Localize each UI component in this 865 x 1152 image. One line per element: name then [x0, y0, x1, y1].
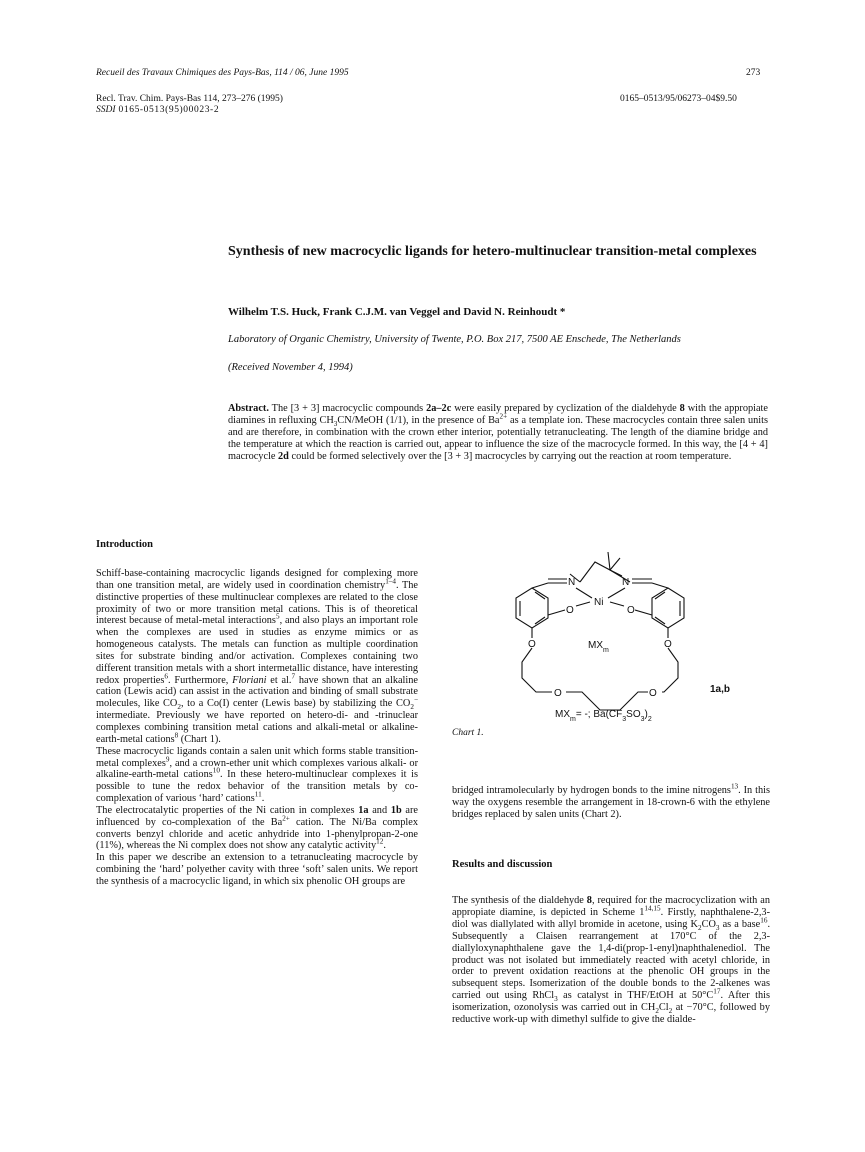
results-body: [452, 885, 770, 1036]
text: . In these hetero-multinuclear complexes it is possible to tune the redox behavior of the transition metals by co-complexation of various ‘hard’ cations: [96, 769, 419, 805]
text: . Subsequently a Claisen rearrangement at 170°C of the 2,3-diallyloxynaphthalene gave the 1,4-di(prop-1-enyl)naphthalenediol. The product was not isolated but immediately reacted with acetyl chloride, in order to prevent oxidation reactions at the phenolic OH groups in the subsequent steps. Isomerization of the double bonds to the 2-alkenes was carried out using RhCl: [452, 918, 771, 1002]
citation-sup: 11: [254, 790, 262, 799]
received-date: (Received November 4, 1994): [228, 362, 353, 373]
subscript: 2: [655, 1006, 659, 1015]
paragraph: [96, 805, 418, 852]
abstract-text: were easily prepared by cyclization of the dialdehyde: [451, 403, 680, 414]
mx-def-subscript: m: [570, 716, 576, 723]
compound-ref: 1a: [358, 804, 369, 816]
text: . Furthermore,: [168, 674, 233, 686]
text: , and also plays an important role when the complexes are used in studies as enzyme mimics or as homogeneous catalysts. The metals can function as multiple coordination sites for substrate binding and/or activation. Complexes containing two different transition metals with a short intermetallic distance, have interesting redox properties: [96, 615, 418, 686]
right-column-continuation: [452, 775, 770, 831]
paragraph: [96, 746, 418, 805]
crown-ether-chain: [566, 692, 648, 710]
citation-sup: 10: [212, 766, 220, 775]
paragraph: [452, 895, 770, 1025]
text: Schiff-base-containing macrocyclic ligands designed for complexing more than one transition metal, are widely used in coordination chemistry: [96, 568, 418, 591]
affiliation: Laboratory of Organic Chemistry, University of Twente, P.O. Box 217, 7500 AE Enschede, The Netherlands: [228, 334, 681, 345]
text: have shown that an alkaline cation (Lewis acid) can assist in the activation and binding of small substrate molecules, like CO: [96, 674, 418, 710]
citation-sup: 17: [713, 987, 721, 996]
section-heading-introduction: Introduction: [96, 539, 153, 550]
atom-label-o-bottom-ether-2: O: [649, 688, 657, 699]
citation-sup: 1–4: [385, 577, 397, 586]
abstract-label: Abstract.: [228, 403, 269, 414]
mx-def-value: = -; Ba(CF: [575, 709, 623, 720]
citation-sup: 12: [376, 837, 384, 846]
text: as a base: [719, 918, 761, 930]
text: CO: [701, 918, 716, 930]
text: as catalyst in THF/EtOH at 50°C: [557, 990, 714, 1002]
text: and: [368, 804, 391, 816]
mx-label: [588, 640, 609, 654]
ssdi-line: [96, 105, 219, 115]
crown-ether-chain: [522, 628, 552, 692]
superscript: 2+: [282, 814, 290, 823]
bridge-bond: [570, 570, 630, 582]
introduction-body: [96, 568, 418, 888]
text: These macrocyclic ligands contain a salen unit which forms stable transition-metal complexes: [96, 745, 418, 769]
text: . The distinctive properties of these multinuclear complexes are related to the close proximity of two or more transition metal cations. This is of theoretical interest because of metal-metal interactions: [96, 579, 418, 627]
chart-caption: Chart 1.: [452, 728, 484, 738]
text: Cl: [658, 1001, 669, 1013]
issn-line: 0165–0513/95/06273–04$9.50: [620, 94, 737, 104]
author-name: Floriani: [232, 674, 267, 686]
citation-sup: 8: [174, 731, 179, 740]
subscript: 2: [668, 1006, 673, 1015]
left-benzene-ring: [516, 588, 548, 628]
abstract-text: The [3 + 3] macrocyclic compounds: [271, 403, 427, 414]
text: . Firstly, naphthalene-2,3-diol was diallylated with allyl bromide in acetone, using K: [452, 907, 770, 930]
text: at −70°C, followed by reductive work-up with dimethyl sulfide to give the dialde-: [452, 1001, 770, 1025]
abstract-text: with the appropiate diamines in refluxing CH: [228, 403, 768, 426]
atom-label-o-right-ether: O: [664, 639, 672, 650]
citation-sup: 14,15: [644, 904, 661, 913]
paragraph: [452, 782, 770, 821]
ssdi-value: 0165-0513(95)00023-2: [118, 105, 220, 115]
subscript: 2: [177, 703, 181, 712]
author-list: Wilhelm T.S. Huck, Frank C.J.M. van Veggel and David N. Reinhoudt *: [228, 306, 566, 318]
superscript: 2+: [499, 412, 508, 421]
imine-bond: [548, 579, 567, 583]
text: .: [383, 840, 386, 852]
abstract-text: could be formed selectively over the [3 + 3] macrocycles by carrying out the reaction at room temperature.: [288, 450, 732, 462]
ssdi-label: SSDI: [96, 105, 116, 115]
citation-sup: 13: [730, 782, 739, 791]
text: intermediate. Previously we have reported on hetero-di- and -trinuclear complexes combining transition metal cations and alkali-metal or alkaline-earth-metal cations: [96, 710, 418, 745]
text: are influenced by co-complexation of the Ba: [96, 804, 418, 828]
mx-text: MX: [588, 640, 603, 651]
bridge-bond: [580, 558, 620, 582]
compound-ref: 8: [586, 895, 592, 907]
compound-ref: 1b: [390, 804, 402, 816]
text: The electrocatalytic properties of the Ni cation in complexes: [96, 804, 359, 816]
section-heading-results: Results and discussion: [452, 859, 553, 870]
article-title: Synthesis of new macrocyclic ligands for hetero-multinuclear transition-metal complexes: [228, 244, 757, 259]
text: . In this way the oxygens resemble the arrangement in 18-crown-6 with the ethylene bridges replaced by salen units (Chart 2).: [452, 785, 770, 820]
citation-sup: 16: [760, 916, 768, 925]
citation-line: [96, 94, 283, 105]
mx-def-sub3: 3: [622, 716, 627, 723]
citation-sup: 5: [275, 612, 280, 621]
subscript: 2: [410, 703, 414, 712]
journal-header: Recueil des Travaux Chimiques des Pays-Bas, 114 / 06, June 1995: [96, 68, 349, 78]
right-benzene-ring: [652, 588, 684, 628]
mx-definition: $MX_m=$ -; $Ba(CF_3SO_3)_2$: [555, 709, 652, 723]
text: (Chart 1).: [178, 733, 221, 745]
abstract-text: as a template ion. These macrocycles contain three salen units and are therefore, in combination with the crown ether interior, potentially tetranucleating. The length of the diamine bridge and the temperature at which the reaction is carried out, appear to influence the size of the macrocycle formed. In this way, the [4 + 4] macrocycle: [228, 414, 768, 462]
crown-ether-chain: [662, 628, 678, 692]
atom-label-o-left-ether: O: [528, 639, 536, 650]
text: , required for the macrocyclization with an appropiate diamine, is depicted in Scheme 1: [452, 895, 770, 919]
text: , and a crown-ether unit which complexes various alkali- or alkaline-earth-metal cations: [96, 757, 418, 781]
mx-def-prefix: MX: [555, 709, 570, 720]
paragraph: [96, 852, 418, 888]
mx-def-sub2: 2: [647, 716, 652, 723]
text: bridged intramolecularly by hydrogen bonds to the imine nitrogens: [452, 785, 731, 797]
compound-ref: 2d: [278, 450, 289, 462]
text: , to a Co(I) center (Lewis base) by stabilizing the CO: [180, 698, 411, 710]
mx-def-sub3b: 3: [640, 716, 645, 723]
atom-label-o-right-phenol: O: [627, 605, 635, 616]
compound-label: 1a,b: [710, 684, 731, 695]
subscript: 3: [554, 995, 558, 1004]
atom-label-o-left-phenol: O: [566, 605, 574, 616]
subscript: 2: [697, 924, 702, 933]
text: .: [261, 793, 265, 805]
atom-label-n-right: N: [622, 577, 630, 588]
paragraph: [96, 568, 418, 746]
text: The synthesis of the dialdehyde: [452, 895, 587, 907]
page-number: 273: [746, 68, 761, 78]
text: . After this isomerization, ozonolysis was carried out in CH: [452, 990, 770, 1013]
atom-label-o-bottom-ether: O: [554, 688, 562, 699]
compound-ref: 8: [679, 403, 685, 414]
subscript: 3: [715, 924, 720, 933]
text: In this paper we describe an extension to a tetranucleating macrocycle by combining the ‘hard’ polyether cavity with three ‘soft’ salen units. We report the synthesis of a macrocyclic ligand, in which six phenolic OH groups are: [96, 852, 418, 887]
text: et al.: [266, 674, 292, 686]
subscript: 3: [333, 419, 338, 428]
mx-subscript: m: [603, 647, 609, 654]
citation-sup: 6: [164, 672, 168, 681]
citation: Recl. Trav. Chim. Pays-Bas 114, 273–276 (1995): [96, 94, 283, 104]
imine-bond: [632, 579, 652, 583]
atom-label-n-left: N: [568, 577, 576, 588]
compound-ref: 2a–2c: [426, 403, 452, 414]
atom-label-ni: Ni: [594, 597, 604, 608]
text: cation. The Ni/Ba complex converts benzyl chloride and acetic anhydride into 1-phenylpropan-2-one (11%), whereas the Ni complex does not show any catalytic activity: [96, 816, 419, 852]
superscript: −: [413, 695, 418, 704]
citation-sup: 9: [165, 755, 170, 764]
abstract: [228, 403, 768, 463]
chart-1-structure: [470, 540, 770, 760]
citation-sup: 7: [291, 672, 296, 681]
abstract-text: CN/MeOH (1/1), in the presence of Ba: [337, 414, 500, 426]
